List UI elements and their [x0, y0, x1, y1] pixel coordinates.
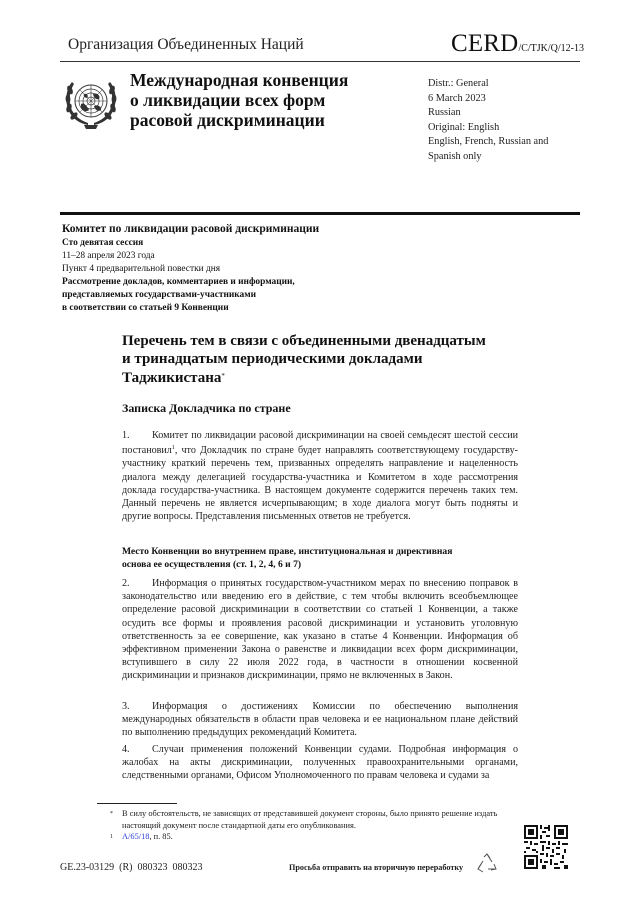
paragraph-number: 1.: [122, 430, 130, 441]
session-name: Сто девятая сессия: [62, 238, 144, 248]
paragraph-number: 2.: [122, 578, 130, 589]
paragraph-text: Информация о достижениях Комиссии по обеспечению выполнения международных обязательств в области прав человека и ее национальном плане действий по выполнению предыдущих рекомендаций Комитета.: [122, 701, 518, 739]
organization-name: Организация Объединенных Наций: [68, 36, 304, 53]
paragraph-text: , что Докладчик по стране будет направлять соответствующему государству-участнику краткий перечень тем, призванных определять направление и нацеленность диалога между делегацией государства-участника и Комитетом в ходе рассмотрения доклада государства-участника. В настоящем документе содержится перечень таких тем. Данный перечень не является исчерпывающим; в ходе диалога могут быть подняты и другие вопросы. Представления письменных ответов не требуется.: [122, 445, 518, 523]
recycle-icon: [477, 853, 497, 875]
header-divider: [60, 61, 580, 62]
recycle-notice: Просьба отправить на вторичную переработку: [289, 863, 464, 872]
convention-title-line: Международная конвенция: [130, 70, 349, 90]
footnote-mark: *: [110, 811, 113, 817]
paragraph-number: 4.: [122, 744, 130, 755]
footnote-item: [110, 831, 520, 844]
convention-title: [130, 70, 348, 130]
document-subtitle: Записка Докладчика по стране: [122, 401, 291, 415]
header-thick-divider: [60, 212, 580, 215]
available-languages: English, French, Russian and: [428, 136, 549, 148]
section-heading-line: Место Конвенции во внутреннем праве, институциональная и директивная: [122, 546, 453, 557]
paragraph-4: [122, 743, 518, 783]
committee-block: [62, 222, 542, 315]
available-languages-cont: Spanish only: [428, 150, 482, 162]
paragraph-3: [122, 700, 518, 740]
footnote-text: В силу обстоятельств, не зависящих от представившей документ стороны, было принято решение издать настоящий документ после стандартной даты его опубликования.: [122, 809, 498, 830]
session-dates: 11–28 апреля 2023 года: [62, 251, 155, 261]
paragraph-number: 3.: [122, 701, 130, 712]
document-title-line: и тринадцатым периодическими докладами: [122, 350, 423, 367]
document-language: Russian: [428, 107, 461, 119]
agenda-item: Пункт 4 предварительной повестки дня: [62, 264, 221, 274]
paragraph-1: [122, 429, 518, 523]
footnote-link[interactable]: A/65/18: [122, 832, 150, 842]
paragraph-text: Комитет по ликвидации расовой дискриминации на своей семьдесят шестой сессии постановил: [122, 430, 518, 457]
original-language: Original: English: [428, 121, 500, 133]
agenda-topic-line: Рассмотрение докладов, комментариев и информации,: [62, 277, 295, 287]
symbol-suffix: /C/TJK/Q/12-13: [518, 43, 584, 54]
footnotes: [110, 808, 520, 844]
document-title-line: Таджикистана: [122, 370, 222, 386]
un-emblem-icon: [62, 68, 120, 134]
agenda-topic-line: в соответствии со статьей 9 Конвенции: [62, 303, 229, 313]
paragraph-2: [122, 577, 518, 683]
distribution-type: Distr.: General: [428, 78, 489, 89]
agenda-topic-line: представляемых государствами-участниками: [62, 290, 257, 300]
committee-title: Комитет по ликвидации расовой дискриминации: [62, 223, 320, 235]
paragraph-text: Случаи применения положений Конвенции судами. Подробная информация о жалобах на акты дискриминации, полученных правоохранительными органами, следственными органами, Офисом Уполномоченного по правам человека и судами за: [122, 744, 518, 782]
distribution-info: [428, 77, 548, 165]
footnote-mark: 1: [110, 834, 113, 841]
job-number: GE.23-03129 (R) 080323 080323: [60, 862, 203, 873]
footnote-ref[interactable]: 1: [171, 445, 175, 452]
qr-code-icon: [524, 825, 568, 869]
footnote-item: [110, 808, 520, 831]
document-title-line: Перечень тем в связи с объединенными двенадцатым: [122, 333, 486, 349]
section-heading: [122, 545, 502, 571]
document-title: [122, 333, 542, 388]
section-heading-line: основа ее осуществления (ст. 1, 2, 4, 6 и 7): [122, 559, 302, 570]
issue-date: 6 March 2023: [428, 92, 486, 104]
symbol-main: CERD: [450, 30, 519, 57]
convention-title-line: расовой дискриминации: [130, 110, 325, 130]
document-symbol: [451, 30, 584, 58]
footnote-divider: [97, 803, 177, 804]
footnote-text: , п. 85.: [149, 832, 173, 842]
title-footnote-mark[interactable]: *: [221, 372, 225, 380]
paragraph-text: Информация о принятых государством-участником мерах по внесению поправок в законодательство или введению его в действие, с тем чтобы включить всеобъемлющее определение расовой дискриминации в соответствии со статьей 1 Конвенции, а также осудить все формы и проявления расовой дискриминации и установить уголовную ответственность за ее совершение, как указано в статье 4 Конвенции. Информация об эффективном применении Закона о равенстве и ликвидации всех форм дискриминации, вступившего в силу 22 июля 2022 года, в частности в отношении косвенной дискриминации и признаков дискриминации, прямо не включенных в Закон.: [122, 578, 518, 682]
convention-title-line: о ликвидации всех форм: [130, 90, 326, 110]
